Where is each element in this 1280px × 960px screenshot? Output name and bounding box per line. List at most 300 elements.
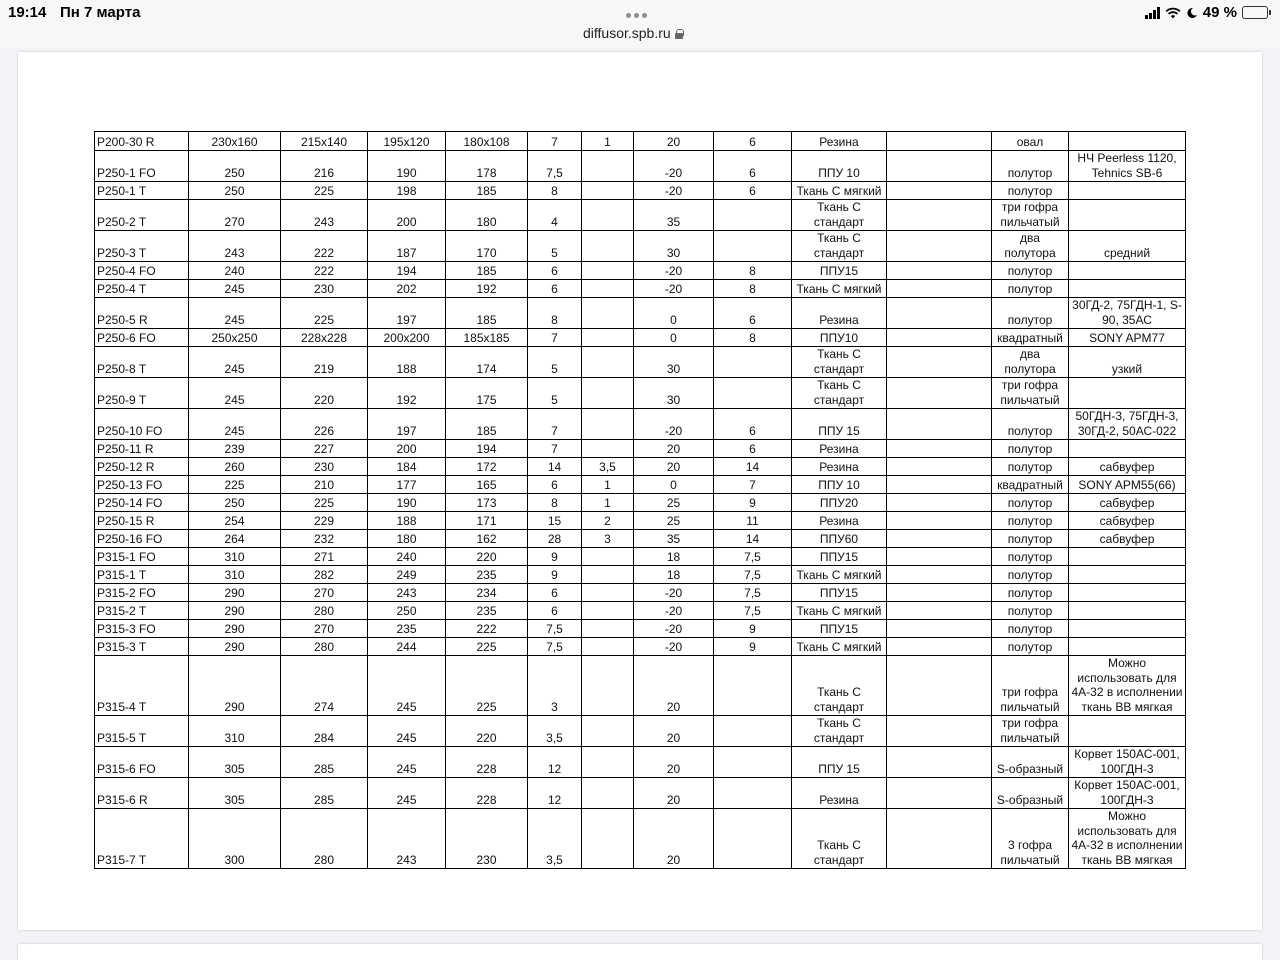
table-cell: 7,5: [714, 584, 792, 602]
table-cell: три гофра пильчатый: [992, 378, 1069, 409]
table-row: [95, 476, 1186, 494]
table-cell: 6: [714, 298, 792, 329]
table-cell: ППУ15: [792, 584, 887, 602]
table-cell: 5: [528, 347, 582, 378]
table-cell: [714, 231, 792, 262]
table-cell: 3: [582, 530, 634, 548]
table-cell: сабвуфер: [1069, 494, 1186, 512]
table-cell: полутор: [992, 584, 1069, 602]
table-cell: [714, 809, 792, 869]
table-cell: 227: [281, 440, 368, 458]
table-cell: S-образный: [992, 747, 1069, 778]
table-cell: 8: [528, 494, 582, 512]
table-cell: [1069, 200, 1186, 231]
next-document-page: [18, 944, 1262, 960]
table-cell: 228: [446, 778, 528, 809]
table-cell: [1069, 584, 1186, 602]
table-cell: 8: [714, 329, 792, 347]
table-cell: [714, 656, 792, 716]
table-cell: 290: [189, 638, 281, 656]
table-cell: [887, 378, 992, 409]
table-row: [95, 440, 1186, 458]
table-cell: [582, 409, 634, 440]
table-row: [95, 494, 1186, 512]
table-cell: [887, 494, 992, 512]
table-row: [95, 602, 1186, 620]
table-cell: Ткань С стандарт: [792, 200, 887, 231]
table-cell: 20: [634, 132, 714, 151]
table-cell: [582, 656, 634, 716]
table-cell: 20: [634, 747, 714, 778]
table-cell: S-образный: [992, 778, 1069, 809]
table-cell: 243: [368, 809, 446, 869]
table-cell: [582, 280, 634, 298]
table-cell: 220: [446, 548, 528, 566]
table-cell: [887, 778, 992, 809]
table-cell: 20: [634, 716, 714, 747]
table-cell: 8: [714, 280, 792, 298]
table-cell: [887, 458, 992, 476]
table-cell: 9: [528, 566, 582, 584]
table-cell: 20: [634, 458, 714, 476]
table-cell: ППУ60: [792, 530, 887, 548]
table-cell-model: P315-2 T: [95, 602, 189, 620]
table-cell: [887, 200, 992, 231]
table-cell: 200: [368, 200, 446, 231]
table-cell: три гофра пильчатый: [992, 656, 1069, 716]
table-cell: Ткань С стандарт: [792, 809, 887, 869]
table-cell: полутор: [992, 566, 1069, 584]
table-row: [95, 200, 1186, 231]
table-cell-model: P250-10 FO: [95, 409, 189, 440]
table-cell: Ткань С мягкий: [792, 638, 887, 656]
table-cell: 290: [189, 602, 281, 620]
lock-icon: [675, 29, 683, 39]
table-cell: 7,5: [528, 151, 582, 182]
table-cell: 5: [528, 231, 582, 262]
table-cell: 2: [582, 512, 634, 530]
table-cell: 195x120: [368, 132, 446, 151]
table-cell: 230: [281, 458, 368, 476]
table-cell: [714, 747, 792, 778]
table-cell: 28: [528, 530, 582, 548]
table-cell: Ткань С стандарт: [792, 231, 887, 262]
table-cell: 3: [528, 656, 582, 716]
table-cell: Ткань С мягкий: [792, 182, 887, 200]
table-cell-model: P250-2 T: [95, 200, 189, 231]
table-cell: 310: [189, 566, 281, 584]
table-cell: сабвуфер: [1069, 458, 1186, 476]
table-cell: [887, 262, 992, 280]
table-cell: -20: [634, 409, 714, 440]
table-cell: 194: [368, 262, 446, 280]
table-cell: Можно использовать для 4А-32 в исполнении ткань BB мягкая: [1069, 656, 1186, 716]
table-cell: [1069, 182, 1186, 200]
table-cell-model: P200-30 R: [95, 132, 189, 151]
table-cell: [1069, 262, 1186, 280]
table-cell: 9: [714, 638, 792, 656]
table-cell: [582, 231, 634, 262]
table-cell: 180: [368, 530, 446, 548]
table-cell: 6: [528, 476, 582, 494]
more-dots-icon[interactable]: [626, 13, 647, 18]
table-cell: Можно использовать для 4А-32 в исполнении ткань BB мягкая: [1069, 809, 1186, 869]
table-cell: полутор: [992, 548, 1069, 566]
table-cell: -20: [634, 262, 714, 280]
table-cell: полутор: [992, 440, 1069, 458]
table-cell: [887, 638, 992, 656]
table-cell: полутор: [992, 512, 1069, 530]
table-row: [95, 409, 1186, 440]
table-cell: 228x228: [281, 329, 368, 347]
table-cell: 243: [189, 231, 281, 262]
table-cell: [1069, 280, 1186, 298]
table-cell: 230: [446, 809, 528, 869]
table-cell: Ткань С стандарт: [792, 347, 887, 378]
table-cell-model: P250-1 T: [95, 182, 189, 200]
table-cell: 0: [634, 298, 714, 329]
table-cell-model: P250-4 T: [95, 280, 189, 298]
battery-icon: [1242, 6, 1268, 19]
table-cell: 177: [368, 476, 446, 494]
table-cell: [1069, 602, 1186, 620]
table-cell: 198: [368, 182, 446, 200]
table-cell: три гофра пильчатый: [992, 716, 1069, 747]
table-cell: 11: [714, 512, 792, 530]
table-cell-model: P315-3 T: [95, 638, 189, 656]
table-cell: [887, 440, 992, 458]
table-cell: 35: [634, 530, 714, 548]
table-cell-model: P250-5 R: [95, 298, 189, 329]
table-cell-model: P250-12 R: [95, 458, 189, 476]
table-cell: 178: [446, 151, 528, 182]
table-cell: 188: [368, 347, 446, 378]
table-cell-model: P315-6 FO: [95, 747, 189, 778]
table-cell: Ткань С мягкий: [792, 566, 887, 584]
table-cell: Резина: [792, 132, 887, 151]
table-cell: 25: [634, 512, 714, 530]
table-cell: 20: [634, 440, 714, 458]
table-cell: 14: [528, 458, 582, 476]
table-cell: [1069, 378, 1186, 409]
table-cell: 30: [634, 231, 714, 262]
table-cell: [887, 132, 992, 151]
table-cell: 7,5: [714, 602, 792, 620]
table-cell: 280: [281, 602, 368, 620]
table-cell: 225: [281, 298, 368, 329]
url-text: diffusor.spb.ru: [583, 25, 671, 41]
table-cell: 7,5: [528, 638, 582, 656]
table-cell: средний: [1069, 231, 1186, 262]
table-cell: [582, 747, 634, 778]
table-cell: 310: [189, 716, 281, 747]
table-cell: 305: [189, 778, 281, 809]
table-cell-model: P315-2 FO: [95, 584, 189, 602]
table-cell: [1069, 132, 1186, 151]
table-cell: Резина: [792, 778, 887, 809]
table-cell: 14: [714, 530, 792, 548]
table-cell: Ткань С стандарт: [792, 378, 887, 409]
table-cell: [582, 378, 634, 409]
table-cell: [582, 809, 634, 869]
table-cell: 6: [714, 409, 792, 440]
table-row: [95, 262, 1186, 280]
table-cell: 225: [446, 656, 528, 716]
table-cell: 202: [368, 280, 446, 298]
table-row: [95, 378, 1186, 409]
table-cell: полутор: [992, 530, 1069, 548]
table-cell: [714, 347, 792, 378]
table-cell: [582, 716, 634, 747]
status-date: Пн 7 марта: [60, 4, 141, 21]
table-cell-model: P315-3 FO: [95, 620, 189, 638]
table-cell: -20: [634, 280, 714, 298]
table-cell: [887, 329, 992, 347]
table-cell: 264: [189, 530, 281, 548]
table-cell: 6: [714, 440, 792, 458]
table-cell: 249: [368, 566, 446, 584]
table-cell-model: P250-16 FO: [95, 530, 189, 548]
table-cell: 235: [446, 602, 528, 620]
table-cell-model: P250-1 FO: [95, 151, 189, 182]
table-cell: 180x108: [446, 132, 528, 151]
table-cell: 245: [368, 778, 446, 809]
table-cell: 30ГД-2, 75ГДН-1, S-90, 35АС: [1069, 298, 1186, 329]
table-cell: 5: [528, 378, 582, 409]
table-cell: 244: [368, 638, 446, 656]
table-cell: 162: [446, 530, 528, 548]
table-cell: ППУ 15: [792, 409, 887, 440]
table-row: [95, 566, 1186, 584]
table-cell: 6: [528, 584, 582, 602]
table-cell: [582, 182, 634, 200]
table-cell: 173: [446, 494, 528, 512]
table-cell: 225: [281, 182, 368, 200]
table-cell: 240: [189, 262, 281, 280]
table-cell: Резина: [792, 298, 887, 329]
table-cell: 188: [368, 512, 446, 530]
table-cell: 245: [368, 716, 446, 747]
table-cell: 290: [189, 656, 281, 716]
table-cell: 245: [189, 298, 281, 329]
table-cell-model: P315-6 R: [95, 778, 189, 809]
table-cell: 270: [281, 584, 368, 602]
table-cell: 250x250: [189, 329, 281, 347]
table-cell: 185: [446, 298, 528, 329]
table-cell: [582, 566, 634, 584]
table-cell: 250: [189, 151, 281, 182]
table-cell: Ткань С мягкий: [792, 280, 887, 298]
table-cell: [887, 602, 992, 620]
table-cell: 7: [528, 132, 582, 151]
table-cell: 235: [446, 566, 528, 584]
table-cell: 170: [446, 231, 528, 262]
table-cell: 284: [281, 716, 368, 747]
table-cell: 7,5: [714, 566, 792, 584]
table-cell: [582, 329, 634, 347]
table-cell: сабвуфер: [1069, 512, 1186, 530]
status-bar: [0, 0, 1280, 48]
table-row: [95, 716, 1186, 747]
table-cell-model: P250-9 T: [95, 378, 189, 409]
table-cell: овал: [992, 132, 1069, 151]
table-cell-model: P315-1 FO: [95, 548, 189, 566]
table-cell: 234: [446, 584, 528, 602]
table-cell: 228: [446, 747, 528, 778]
table-cell: [1069, 716, 1186, 747]
table-cell: ППУ15: [792, 548, 887, 566]
table-cell: [582, 200, 634, 231]
table-cell: 230: [281, 280, 368, 298]
table-cell: 0: [634, 329, 714, 347]
table-cell: Резина: [792, 458, 887, 476]
table-cell: [582, 548, 634, 566]
table-cell-model: P315-1 T: [95, 566, 189, 584]
table-cell: 7: [528, 329, 582, 347]
table-cell: [1069, 548, 1186, 566]
table-cell: 200: [368, 440, 446, 458]
table-cell: ППУ 15: [792, 747, 887, 778]
table-cell: [887, 182, 992, 200]
table-cell: 220: [281, 378, 368, 409]
table-cell: 30: [634, 347, 714, 378]
table-row: [95, 778, 1186, 809]
table-cell: 8: [714, 262, 792, 280]
table-cell: Ткань С мягкий: [792, 602, 887, 620]
table-cell: 192: [446, 280, 528, 298]
table-cell: 165: [446, 476, 528, 494]
table-cell: 184: [368, 458, 446, 476]
table-cell: 194: [446, 440, 528, 458]
table-cell: 225: [189, 476, 281, 494]
table-cell: 20: [634, 809, 714, 869]
table-row: [95, 182, 1186, 200]
table-row: [95, 298, 1186, 329]
table-row: [95, 151, 1186, 182]
table-cell: [714, 200, 792, 231]
table-cell: [887, 716, 992, 747]
table-row: [95, 512, 1186, 530]
table-cell: 185x185: [446, 329, 528, 347]
table-cell: [582, 584, 634, 602]
table-cell: [887, 298, 992, 329]
table-cell: [887, 231, 992, 262]
table-cell: [887, 530, 992, 548]
table-cell: 7: [714, 476, 792, 494]
table-row: [95, 231, 1186, 262]
table-cell: 7: [528, 440, 582, 458]
table-cell: сабвуфер: [1069, 530, 1186, 548]
table-cell: [887, 476, 992, 494]
table-cell: [1069, 440, 1186, 458]
table-cell: 197: [368, 409, 446, 440]
table-cell: -20: [634, 151, 714, 182]
table-cell: 7,5: [528, 620, 582, 638]
table-cell: 3,5: [582, 458, 634, 476]
table-cell-model: P250-14 FO: [95, 494, 189, 512]
table-cell: 225: [281, 494, 368, 512]
table-cell: квадратный: [992, 329, 1069, 347]
table-cell: 18: [634, 548, 714, 566]
table-cell: 243: [281, 200, 368, 231]
table-row: [95, 329, 1186, 347]
address-bar[interactable]: [583, 25, 683, 41]
table-cell: узкий: [1069, 347, 1186, 378]
table-cell: 197: [368, 298, 446, 329]
table-cell: 250: [189, 494, 281, 512]
table-cell: 1: [582, 494, 634, 512]
table-cell: 210: [281, 476, 368, 494]
table-cell: 245: [368, 656, 446, 716]
table-cell: 310: [189, 548, 281, 566]
table-cell-model: P315-7 T: [95, 809, 189, 869]
table-cell: ППУ 10: [792, 476, 887, 494]
table-row: [95, 747, 1186, 778]
table-cell: [887, 809, 992, 869]
table-cell: -20: [634, 620, 714, 638]
table-cell: [887, 620, 992, 638]
table-cell: 9: [528, 548, 582, 566]
table-cell: 260: [189, 458, 281, 476]
table-cell-model: P250-6 FO: [95, 329, 189, 347]
wifi-icon: [1165, 7, 1181, 19]
table-row: [95, 584, 1186, 602]
table-cell: [887, 409, 992, 440]
table-cell: [887, 584, 992, 602]
table-cell-model: P315-4 T: [95, 656, 189, 716]
table-row: [95, 530, 1186, 548]
table-cell: 6: [528, 262, 582, 280]
table-cell: ППУ 10: [792, 151, 887, 182]
table-cell: [582, 151, 634, 182]
table-cell: 271: [281, 548, 368, 566]
table-cell: 282: [281, 566, 368, 584]
table-cell: 8: [528, 298, 582, 329]
table-cell: 226: [281, 409, 368, 440]
table-cell: ППУ10: [792, 329, 887, 347]
table-cell: 229: [281, 512, 368, 530]
table-cell: 8: [528, 182, 582, 200]
table-cell: полутор: [992, 409, 1069, 440]
table-cell: 245: [368, 747, 446, 778]
table-cell: 20: [634, 656, 714, 716]
table-cell: [887, 280, 992, 298]
table-cell: 185: [446, 409, 528, 440]
table-cell: 254: [189, 512, 281, 530]
table-cell: 216: [281, 151, 368, 182]
table-cell: 192: [368, 378, 446, 409]
table-cell: квадратный: [992, 476, 1069, 494]
table-cell: 9: [714, 620, 792, 638]
battery-percent: 49 %: [1202, 4, 1237, 21]
table-cell: полутор: [992, 620, 1069, 638]
table-cell: 239: [189, 440, 281, 458]
table-cell: 180: [446, 200, 528, 231]
table-cell: 225: [446, 638, 528, 656]
table-cell: [887, 656, 992, 716]
table-cell: ППУ15: [792, 262, 887, 280]
table-cell: 12: [528, 747, 582, 778]
table-cell: полутор: [992, 262, 1069, 280]
table-cell: 245: [189, 378, 281, 409]
table-cell: 290: [189, 620, 281, 638]
table-cell: 7,5: [714, 548, 792, 566]
table-row: [95, 458, 1186, 476]
table-cell: [582, 602, 634, 620]
table-cell: 280: [281, 638, 368, 656]
table-cell: полутор: [992, 494, 1069, 512]
table-row: [95, 132, 1186, 151]
